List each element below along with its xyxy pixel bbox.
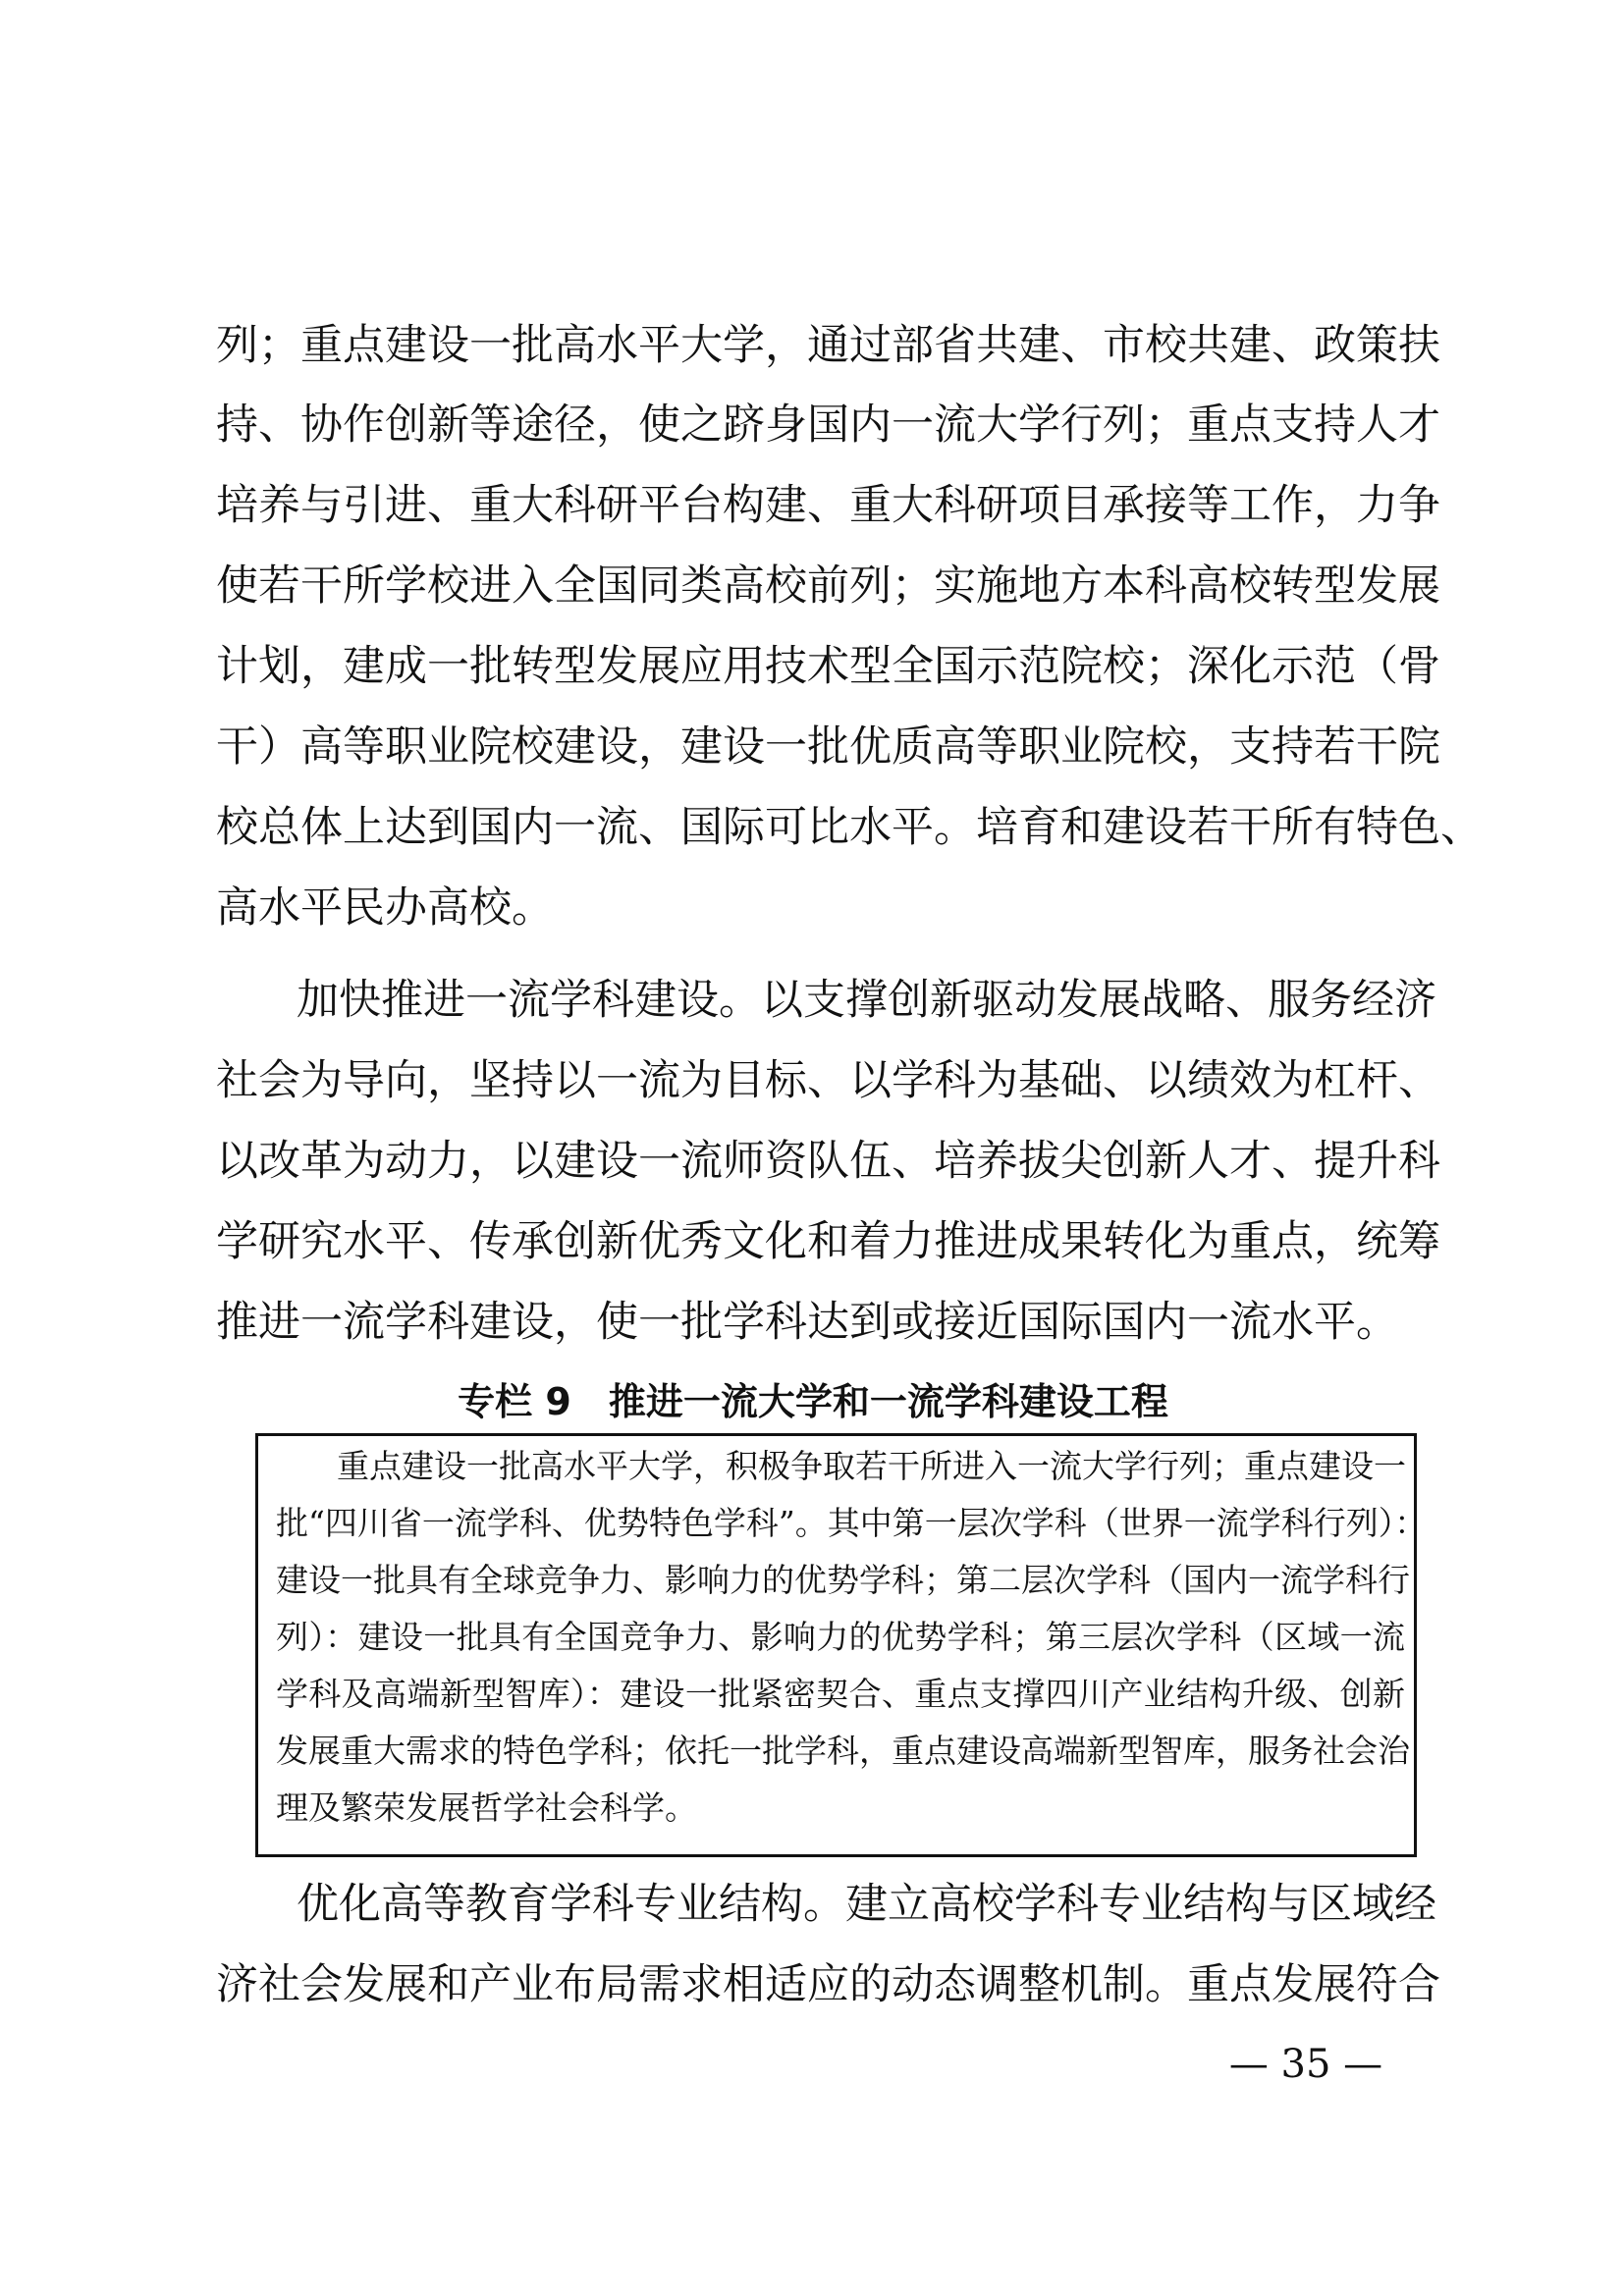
- text-line: 学研究水平、传承创新优秀文化和着力推进成果转化为重点，统筹: [216, 1217, 1440, 1266]
- text-line: 持、协作创新等途径，使之跻身国内一流大学行列；重点支持人才: [216, 400, 1440, 450]
- text-line: 推进一流学科建设，使一批学科达到或接近国际国内一流水平。: [216, 1298, 1398, 1347]
- box-text-line: 学科及高端新型智库）：建设一批紧密契合、重点支撑四川产业结构升级、创新: [276, 1675, 1405, 1713]
- text-line: 使若干所学校进入全国同类高校前列；实施地方本科高校转型发展: [216, 561, 1440, 611]
- box-text-line: 列）：建设一批具有全国竞争力、影响力的优势学科；第三层次学科（区域一流: [276, 1618, 1405, 1656]
- box-text-line: 发展重大需求的特色学科；依托一批学科，重点建设高端新型智库，服务社会治: [276, 1732, 1410, 1770]
- text-line: 高水平民办高校。: [216, 883, 554, 933]
- text-line: 以改革为动力，以建设一流师资队伍、培养拔尖创新人才、提升科: [216, 1137, 1440, 1186]
- box-text-line: 重点建设一批高水平大学，积极争取若干所进入一流大学行列；重点建设一: [337, 1447, 1406, 1485]
- text-line: 优化高等教育学科专业结构。建立高校学科专业结构与区域经: [297, 1880, 1436, 1929]
- column-box-title: 专栏 9 推进一流大学和一流学科建设工程: [458, 1380, 1168, 1423]
- text-line: 校总体上达到国内一流、国际可比水平。培育和建设若干所有特色、: [216, 803, 1483, 852]
- text-line: 计划，建成一批转型发展应用技术型全国示范院校；深化示范（骨: [216, 642, 1440, 691]
- text-line: 社会为导向，坚持以一流为目标、以学科为基础、以绩效为杠杆、: [216, 1056, 1440, 1105]
- box-text-line: 理及繁荣发展哲学社会科学。: [276, 1789, 697, 1827]
- text-line: 列；重点建设一批高水平大学，通过部省共建、市校共建、政策扶: [216, 321, 1440, 370]
- box-text-line: 建设一批具有全球竞争力、影响力的优势学科；第二层次学科（国内一流学科行: [276, 1561, 1410, 1599]
- box-text-line: 批“四川省一流学科、优势特色学科”。其中第一层次学科（世界一流学科行列）：: [276, 1504, 1428, 1542]
- text-line: 干）高等职业院校建设，建设一批优质高等职业院校，支持若干院: [216, 722, 1440, 772]
- page-number: — 35 —: [1228, 2042, 1383, 2087]
- text-line: 加快推进一流学科建设。以支撑创新驱动发展战略、服务经济: [297, 976, 1436, 1025]
- text-line: 培养与引进、重大科研平台构建、重大科研项目承接等工作，力争: [216, 481, 1440, 530]
- text-line: 济社会发展和产业布局需求相适应的动态调整机制。重点发展符合: [216, 1960, 1440, 2009]
